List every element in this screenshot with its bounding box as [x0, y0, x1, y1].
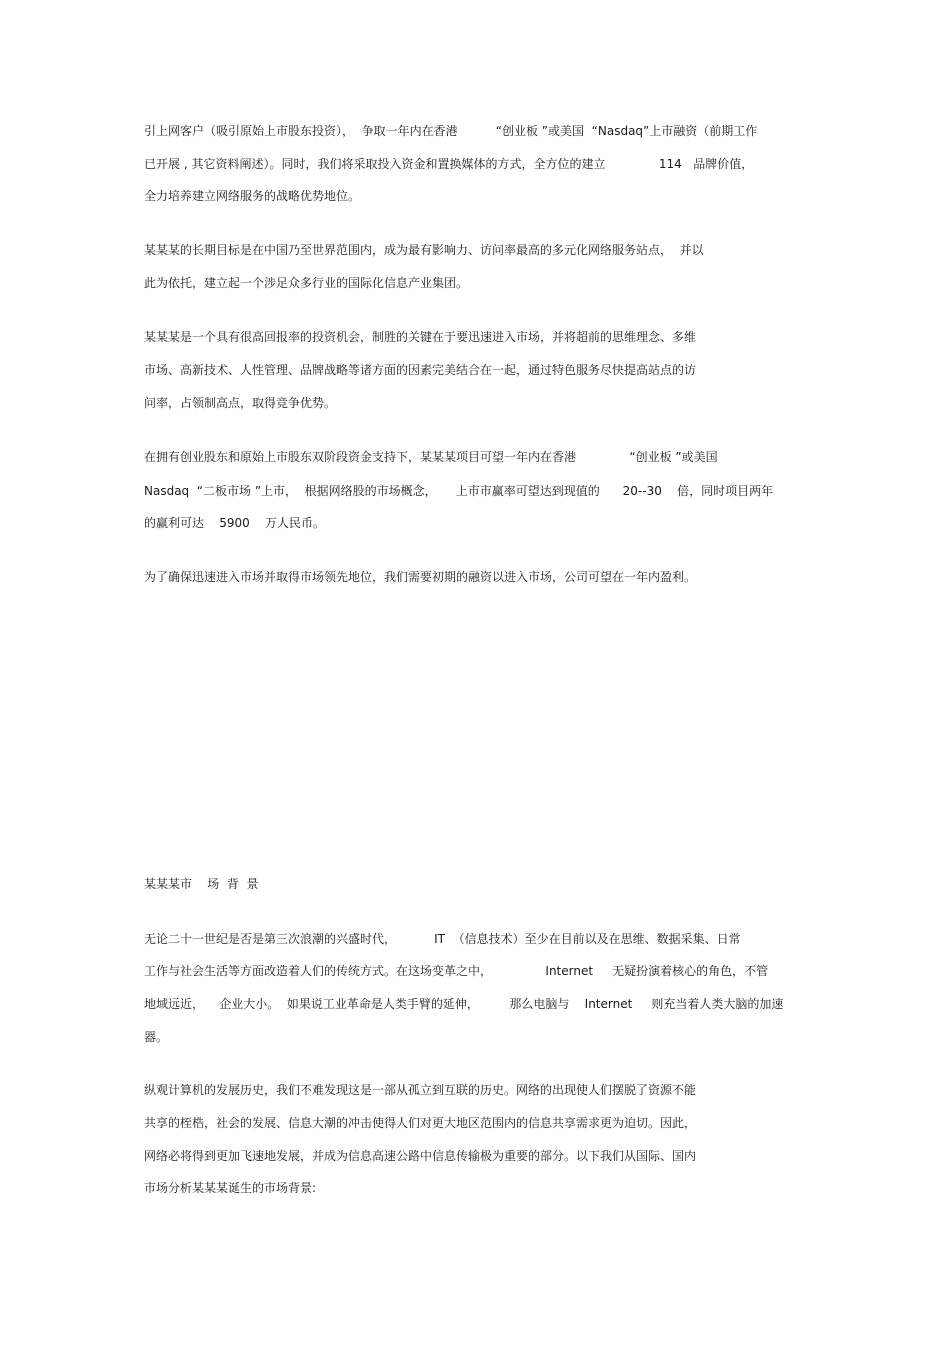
- paragraph-4-line-3: 的赢利可达 5900 万人民币。: [144, 516, 326, 530]
- paragraph-3-line-2: 市场、高新技术、人性管理、品牌战略等诸方面的因素完美结合在一起，通过特色服务尽快提高站点的访: [144, 363, 697, 377]
- paragraph-2-line-1: 某某某的长期目标是在中国乃至世界范围内，成为最有影响力、访问率最高的多元化网络服务站点， 并以: [144, 243, 704, 257]
- section-paragraph-1-line-4: 器。: [144, 1030, 169, 1044]
- section-paragraph-1-line-2: 工作与社会生活等方面改造着人们的传统方式。在这场变革之中， Internet 无疑扮演着核心的角色，不管: [144, 964, 769, 978]
- section-paragraph-2-line-3: 网络必将得到更加飞速地发展，并成为信息高速公路中信息传输极为重要的部分。以下我们从国际、国内: [144, 1149, 697, 1163]
- paragraph-3-line-3: 问率，占领制高点，取得竞争优势。: [144, 396, 337, 410]
- section-paragraph-2-line-1: 纵观计算机的发展历史，我们不难发现这是一部从孤立到互联的历史。网络的出现使人们摆脱了资源不能: [144, 1083, 697, 1097]
- section-paragraph-2-line-2: 共享的桎梏，社会的发展、信息大潮的冲击使得人们对更大地区范围内的信息共享需求更为迫切。因此，: [144, 1116, 697, 1130]
- section-paragraph-2-line-4: 市场分析某某某诞生的市场背景:: [144, 1181, 317, 1195]
- section-paragraph-1-line-3: 地域远近， 企业大小。 如果说工业革命是人类手臂的延伸， 那么电脑与 Internet 则充当着人类大脑的加速: [144, 997, 784, 1011]
- paragraph-2-line-2: 此为依托，建立起一个涉足众多行业的国际化信息产业集团。: [144, 276, 469, 290]
- section-heading: 某某某市 场 背 景: [144, 877, 259, 891]
- section-paragraph-1-line-1: 无论二十一世纪是否是第三次浪潮的兴盛时代， IT （信息技术）至少在目前以及在思维、数据采集、日常: [144, 932, 741, 946]
- paragraph-4-line-1: 在拥有创业股东和原始上市股东双阶段资金支持下，某某某项目可望一年内在香港 “创业板 ”或美国: [144, 450, 718, 464]
- paragraph-1-line-1: 引上网客户（吸引原始上市股东投资）， 争取一年内在香港 “创业板 ”或美国 “Nasdaq”上市融资（前期工作: [144, 124, 758, 138]
- paragraph-3-line-1: 某某某是一个具有很高回报率的投资机会，制胜的关键在于要迅速进入市场，并将超前的思维理念、多维: [144, 330, 697, 344]
- paragraph-4-line-2: Nasdaq “二板市场 ”上市， 根据网络股的市场概念， 上市市赢率可望达到现值的 20--30 倍，同时项目两年: [144, 484, 774, 498]
- paragraph-5-line-1: 为了确保迅速进入市场并取得市场领先地位，我们需要初期的融资以进入市场，公司可望在一年内盈利。: [144, 570, 697, 584]
- paragraph-1-line-2: 已开展 , 其它资料阐述）。同时，我们将采取投入资金和置换媒体的方式，全方位的建立 114 品牌价值，: [144, 157, 754, 171]
- paragraph-1-line-3: 全力培养建立网络服务的战略优势地位。: [144, 189, 361, 203]
